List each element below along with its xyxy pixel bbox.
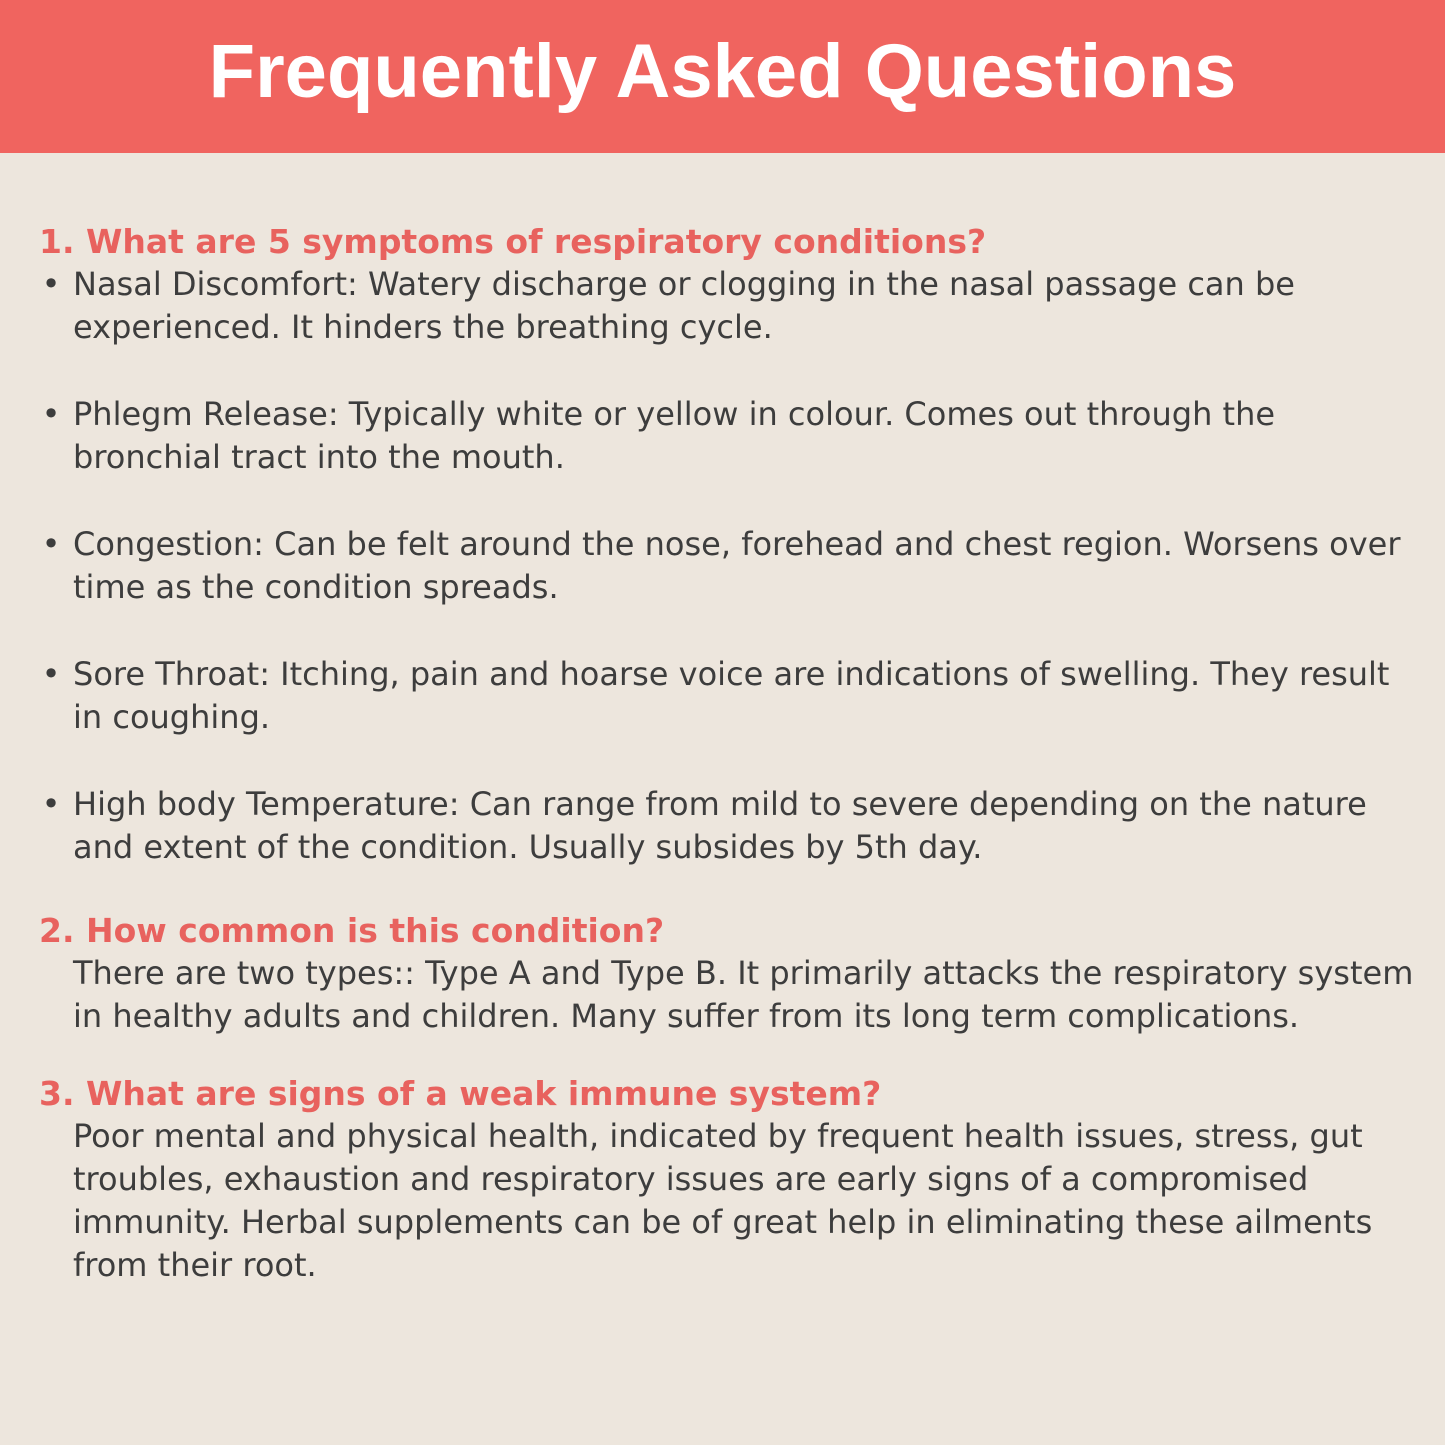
symptom-text: Phlegm Release: Typically white or yellow in colour. Comes out through the bronchial tract into the mouth. [73,395,1276,476]
faq-question-2: 2. How common is this condition? [39,911,665,950]
symptom-text: Congestion: Can be felt around the nose, forehead and chest region. Worsens over time as the condition spreads. [73,525,1401,606]
bullet-icon: • [41,265,61,303]
bullet-icon: • [41,785,61,823]
bullet-icon: • [41,655,61,693]
symptom-item [39,783,1419,869]
symptom-text: Nasal Discomfort: Watery discharge or clogging in the nasal passage can be experienced. It hinders the breathing cycle. [73,265,1295,346]
symptom-item [39,393,1419,479]
bullet-icon: • [41,395,61,433]
symptom-item [39,263,1419,349]
faq-question-3: 3. What are signs of a weak immune system? [39,1074,882,1113]
faq-item-2 [39,909,1419,1038]
symptom-item [39,523,1419,609]
faq-item-3 [39,1072,1419,1287]
page-title: Frequently Asked Questions [208,29,1237,114]
symptom-list [39,263,1419,869]
faq-answer-2: There are two types:: Type A and Type B. It primarily attacks the respiratory system in healthy adults and children. Many suffer from its long term complications. [73,954,1414,1035]
faq-answer-3: Poor mental and physical health, indicated by frequent health issues, stress, gut troubles, exhaustion and respiratory issues are early signs of a compromised immunity. Herbal supplements can be of great help in eliminating these ailments from their root. [73,1117,1373,1284]
faq-question-1: 1. What are 5 symptoms of respiratory conditions? [39,222,987,261]
header-banner [0,0,1445,153]
symptom-text: High body Temperature: Can range from mild to severe depending on the nature and extent of the condition. Usually subsides by 5th day. [73,785,1367,866]
symptom-item [39,653,1419,739]
faq-content [39,220,1419,1287]
faq-item-1 [39,220,1419,869]
symptom-text: Sore Throat: Itching, pain and hoarse voice are indications of swelling. They result in coughing. [73,655,1390,736]
bullet-icon: • [41,525,61,563]
